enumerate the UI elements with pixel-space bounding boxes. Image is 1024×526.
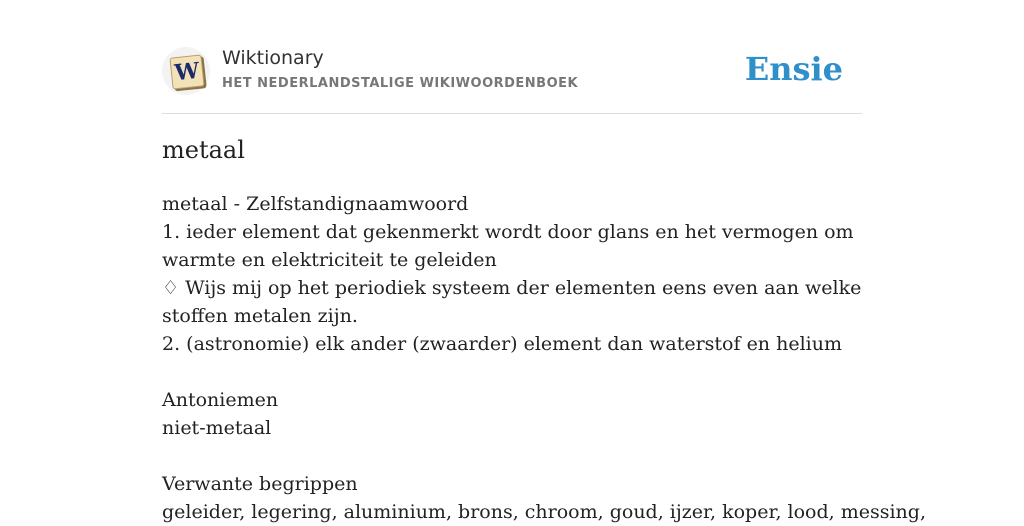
part-of-speech-line: metaal - Zelfstandignaamwoord bbox=[162, 193, 469, 215]
entry-content bbox=[162, 190, 926, 526]
header-divider bbox=[162, 113, 862, 114]
page-title: metaal bbox=[162, 136, 245, 164]
site-header bbox=[162, 44, 862, 114]
related-heading: Verwante begrippen bbox=[162, 473, 358, 495]
wiktionary-logo-icon: W bbox=[169, 54, 204, 89]
definition-1: 1. ieder element dat gekenmerkt wordt door glans en het vermogen om warmte en elektriciteit te geleiden bbox=[162, 221, 854, 271]
example-sentence: ♢ Wijs mij op het periodiek systeem der elementen eens even aan welke stoffen metalen zijn. bbox=[162, 277, 862, 327]
related-terms-list: geleider, legering, aluminium, brons, chroom, goud, ijzer, koper, lood, messing, bbox=[162, 501, 926, 523]
antonyms-list: niet-metaal bbox=[162, 417, 272, 439]
spacer bbox=[162, 442, 862, 470]
wiktionary-logo[interactable] bbox=[162, 47, 210, 95]
spacer bbox=[162, 358, 862, 386]
antonyms-heading: Antoniemen bbox=[162, 389, 279, 411]
site-name[interactable]: Wiktionary bbox=[222, 47, 324, 69]
site-tagline: HET NEDERLANDSTALIGE WIKIWOORDENBOEK bbox=[222, 76, 579, 91]
ensie-brand-logo[interactable]: Ensie bbox=[744, 50, 843, 88]
definition-2: 2. (astronomie) elk ander (zwaarder) element dan waterstof en helium bbox=[162, 333, 842, 355]
